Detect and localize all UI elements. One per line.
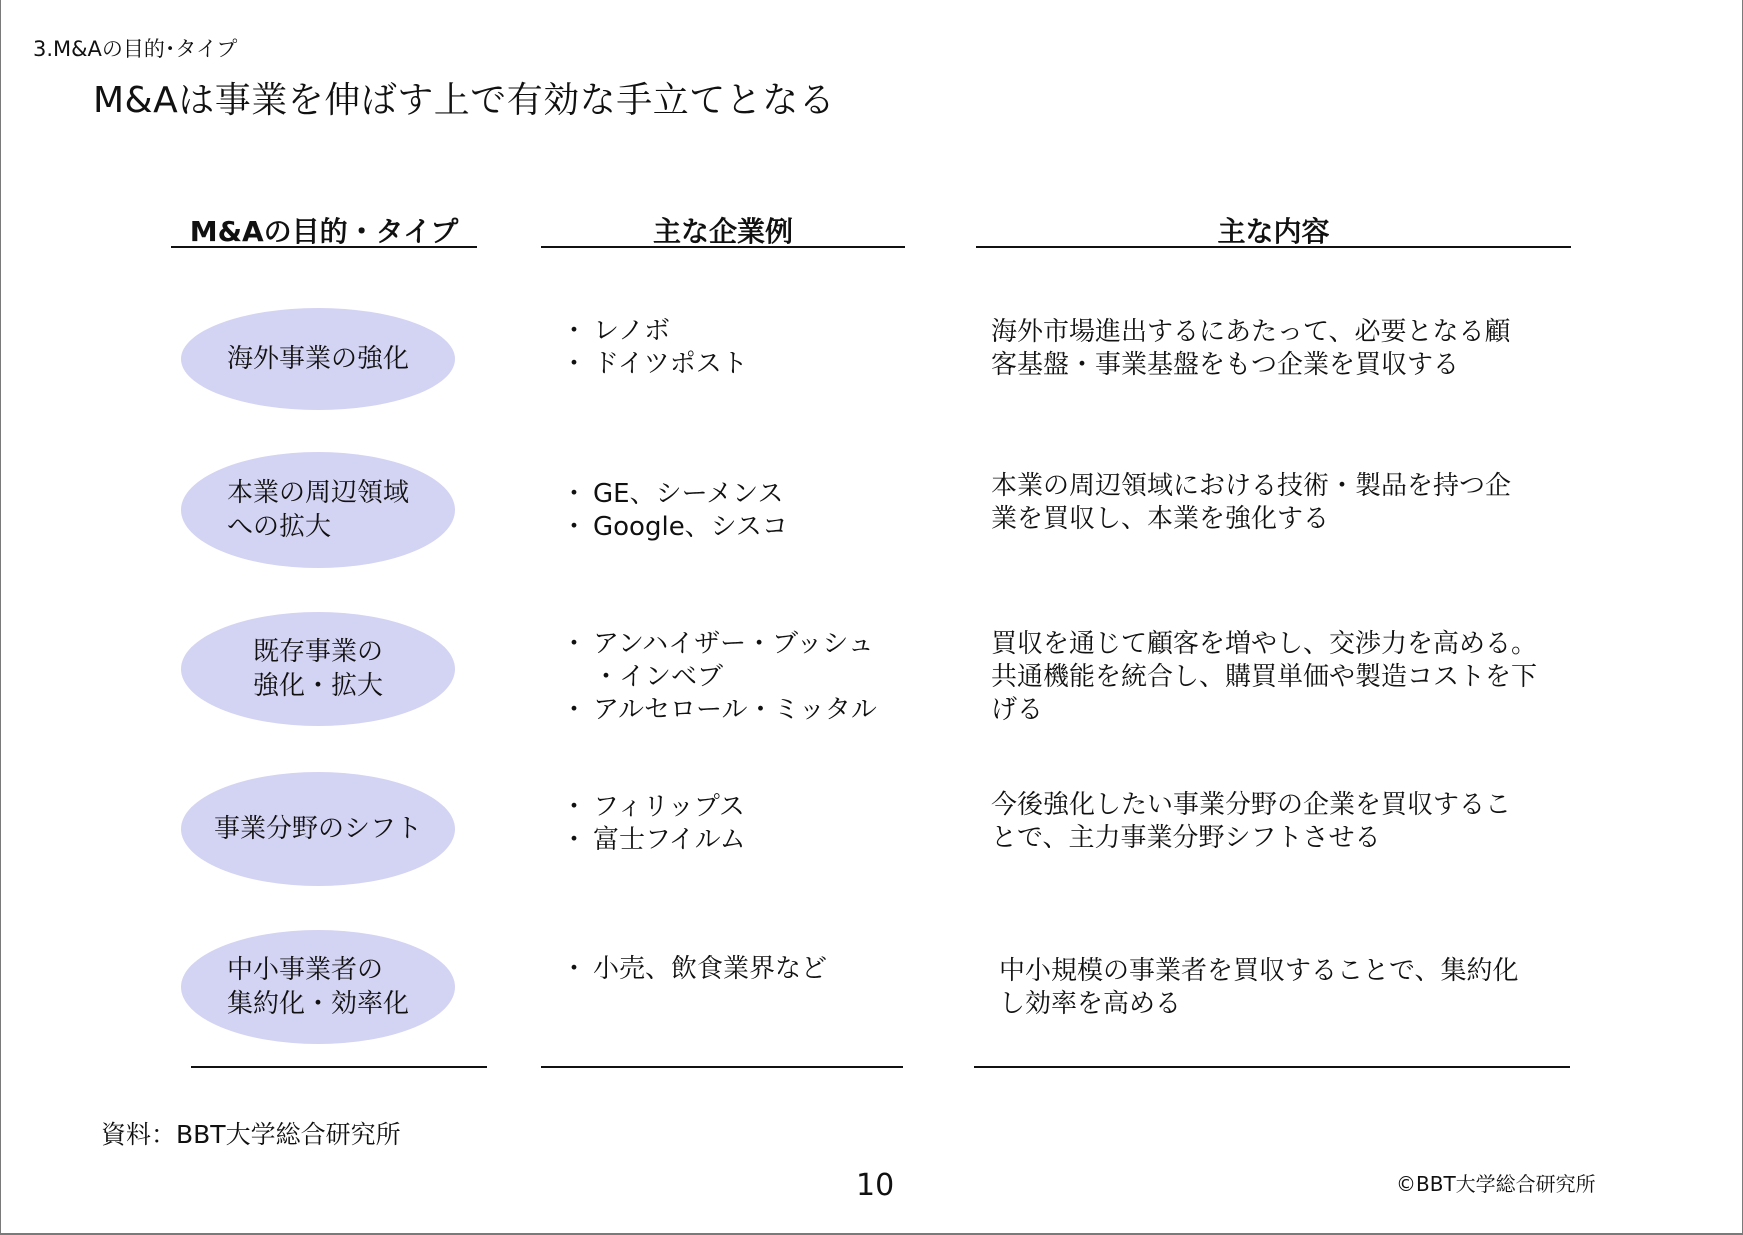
bottom-rule-purpose — [191, 1066, 487, 1068]
example-item: ・ ドイツポスト — [561, 348, 748, 381]
purpose-ellipse-smb — [181, 930, 455, 1044]
example-item: ・ アルセロール・ミッタル — [561, 694, 877, 727]
content-description: 中小規模の事業者を買収することで、集約化 し効率を高める — [999, 956, 1519, 1019]
example-item: ・ フィリップス — [561, 791, 746, 824]
bottom-rule-examples — [541, 1066, 903, 1068]
example-item: ・ Google、シスコ — [561, 511, 788, 544]
purpose-ellipse-overseas — [181, 308, 455, 410]
example-item: ・ 富士フイルム — [561, 824, 746, 857]
purpose-ellipse-adjacent — [181, 452, 455, 568]
slide-headline: M&Aは事業を伸ばす上で有効な手立てとなる — [93, 80, 836, 121]
bottom-rule-content — [974, 1066, 1570, 1068]
examples-list — [561, 315, 748, 381]
content-description: 本業の周辺領域における技術・製品を持つ企 業を買収し、本業を強化する — [991, 471, 1512, 534]
purpose-label: 中小事業者の 集約化・効率化 — [226, 955, 409, 1019]
column-header-purpose: M&Aの目的・タイプ — [171, 210, 477, 248]
example-item: ・ レノボ — [561, 315, 748, 348]
purpose-label: 既存事業の 強化・拡大 — [252, 637, 383, 701]
column-header-examples: 主な企業例 — [541, 210, 905, 248]
example-item: ・ 小売、飲食業界など — [561, 953, 827, 986]
source-note: 資料：BBT大学総合研究所 — [101, 1120, 401, 1149]
purpose-label: 海外事業の強化 — [226, 344, 409, 374]
examples-list — [561, 628, 877, 727]
example-item: ・ GE、シーメンス — [561, 478, 788, 511]
section-label: 3.M&Aの目的･タイプ — [33, 37, 238, 61]
examples-list — [561, 953, 827, 986]
examples-list — [561, 791, 746, 857]
column-header-content: 主な内容 — [976, 210, 1571, 248]
example-item: ・ アンハイザー・ブッシュ ・インベブ — [561, 628, 877, 694]
purpose-label: 事業分野のシフト — [213, 814, 422, 844]
purpose-ellipse-shift — [181, 772, 455, 886]
purpose-label: 本業の周辺領域 への拡大 — [226, 478, 409, 542]
content-description: 今後強化したい事業分野の企業を買収するこ とで、主力事業分野シフトさせる — [991, 790, 1512, 853]
page-number: 10 — [856, 1168, 895, 1203]
purpose-ellipse-existing — [181, 612, 455, 726]
copyright: ©BBT大学総合研究所 — [1396, 1172, 1596, 1196]
examples-list — [561, 478, 788, 544]
content-description: 買収を通じて顧客を増やし、交渉力を高める。 共通機能を統合し、購買単価や製造コストを下 げる — [991, 629, 1538, 725]
content-description: 海外市場進出するにあたって、必要となる顧 客基盤・事業基盤をもつ企業を買収する — [991, 317, 1511, 380]
